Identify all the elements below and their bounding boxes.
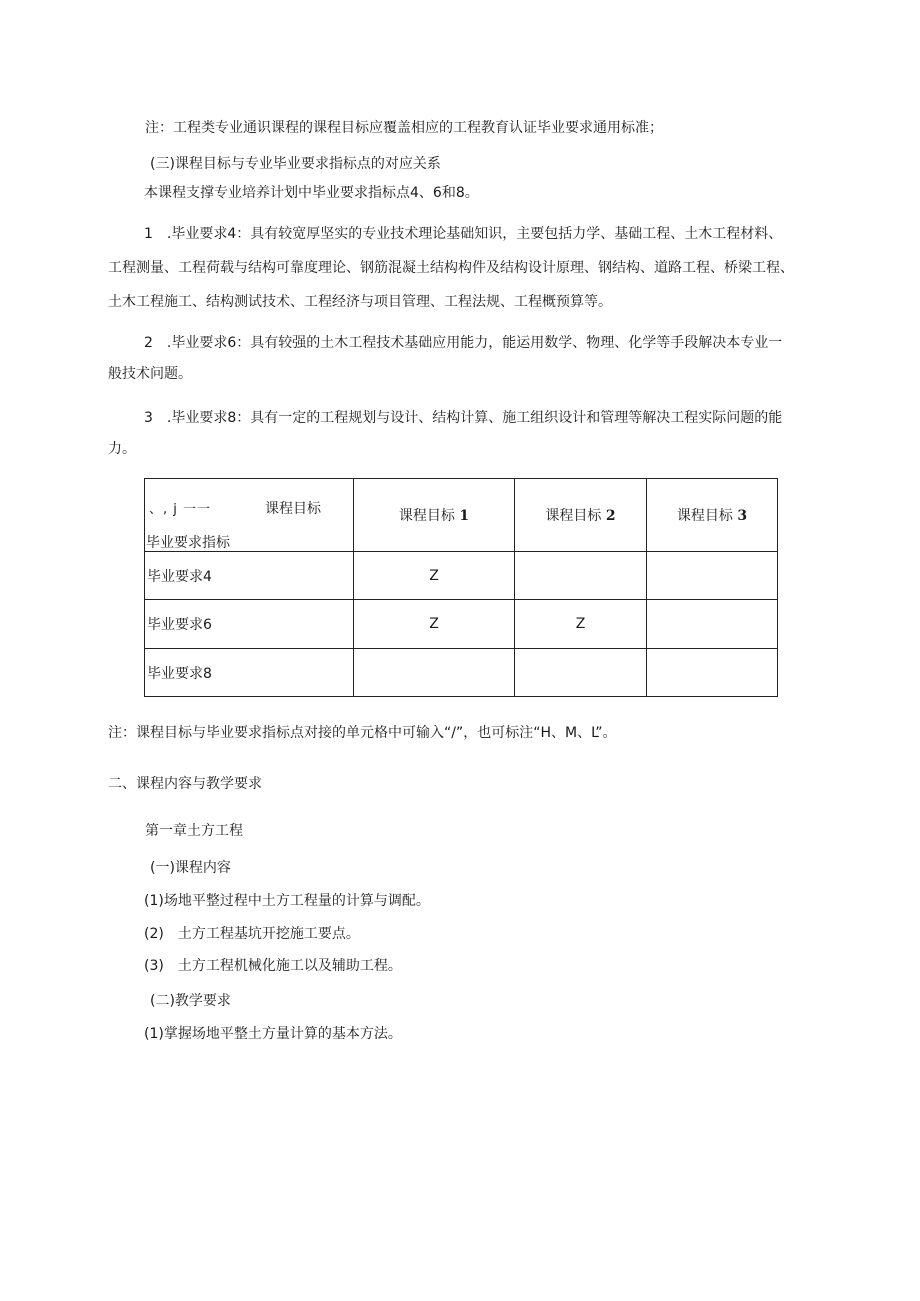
table-cell: [354, 649, 515, 697]
table-cell: [515, 552, 647, 600]
section-heading-course-content: 二、课程内容与教学要求: [108, 776, 262, 792]
table-cell: [515, 649, 647, 697]
requirement-4-line1: 1 .毕业要求4：具有较宽厚坚实的专业技术理论基础知识，主要包括力学、基础工程、土木工程材料、: [144, 226, 783, 242]
chapter-1-title: 第一章土方工程: [145, 823, 243, 839]
column-header-objective-3: 课程目标 3: [647, 479, 778, 552]
table-cell: Z: [515, 600, 647, 649]
teaching-item-1: (1)掌握场地平整土方量计算的基本方法。: [144, 1026, 402, 1042]
table-header-row: [145, 479, 778, 552]
note-objectives-coverage: 注：工程类专业通识课程的课程目标应覆盖相应的工程教育认证毕业要求通用标准；: [145, 120, 663, 136]
table-row: [145, 600, 778, 649]
content-item-1: (1)场地平整过程中土方工程量的计算与调配。: [144, 893, 430, 909]
content-item-2: (2) 土方工程基坑开挖施工要点。: [144, 926, 360, 942]
row-label-requirement-4: 毕业要求4: [145, 552, 354, 600]
table-cell: Z: [354, 552, 515, 600]
requirement-8-line1: 3 .毕业要求8：具有一定的工程规划与设计、结构计算、施工组织设计和管理等解决工程实际问题的能: [144, 410, 783, 426]
row-label-requirement-8: 毕业要求8: [145, 649, 354, 697]
table-diagonal-header-cell: [145, 479, 354, 552]
subheading-course-content: (一)课程内容: [150, 860, 231, 876]
subheading-teaching-requirements: (二)教学要求: [150, 993, 231, 1009]
support-statement: 本课程支撑专业培养计划中毕业要求指标点4、6和8。: [144, 185, 479, 201]
requirement-8-line2: 力。: [108, 441, 136, 457]
requirement-4-line2: 工程测量、工程荷载与结构可靠度理论、钢筋混凝土结构构件及结构设计原理、钢结构、道路工程、桥梁工程、: [108, 260, 794, 276]
table-cell: Z: [354, 600, 515, 649]
requirement-4-line3: 土木工程施工、结构测试技术、工程经济与项目管理、工程法规、工程概预算等。: [108, 294, 612, 310]
requirement-6-line2: 般技术问题。: [108, 366, 192, 382]
section-heading-objective-mapping: (三)课程目标与专业毕业要求指标点的对应关系: [150, 156, 441, 172]
diagonal-header-objective: 课程目标: [265, 501, 321, 517]
requirement-6-line1: 2 .毕业要求6：具有较强的土木工程技术基础应用能力，能运用数学、物理、化学等手段解决本专业一: [144, 335, 783, 351]
table-row: [145, 649, 778, 697]
row-label-requirement-6: 毕业要求6: [145, 600, 354, 649]
column-header-objective-1: 课程目标 1: [354, 479, 515, 552]
content-item-3: (3) 土方工程机械化施工以及辅助工程。: [144, 958, 402, 974]
table-cell: [647, 649, 778, 697]
note-cell-marking: 注：课程目标与毕业要求指标点对接的单元格中可输入“/”，也可标注“H、M、L”。: [108, 725, 617, 741]
objective-requirement-table: [144, 478, 778, 697]
column-header-objective-2: 课程目标 2: [515, 479, 647, 552]
diagonal-header-requirement: 毕业要求指标: [146, 535, 230, 551]
diagonal-header-marks: 、, j 一一: [149, 502, 212, 517]
table-row: [145, 552, 778, 600]
table-cell: [647, 600, 778, 649]
table-cell: [647, 552, 778, 600]
